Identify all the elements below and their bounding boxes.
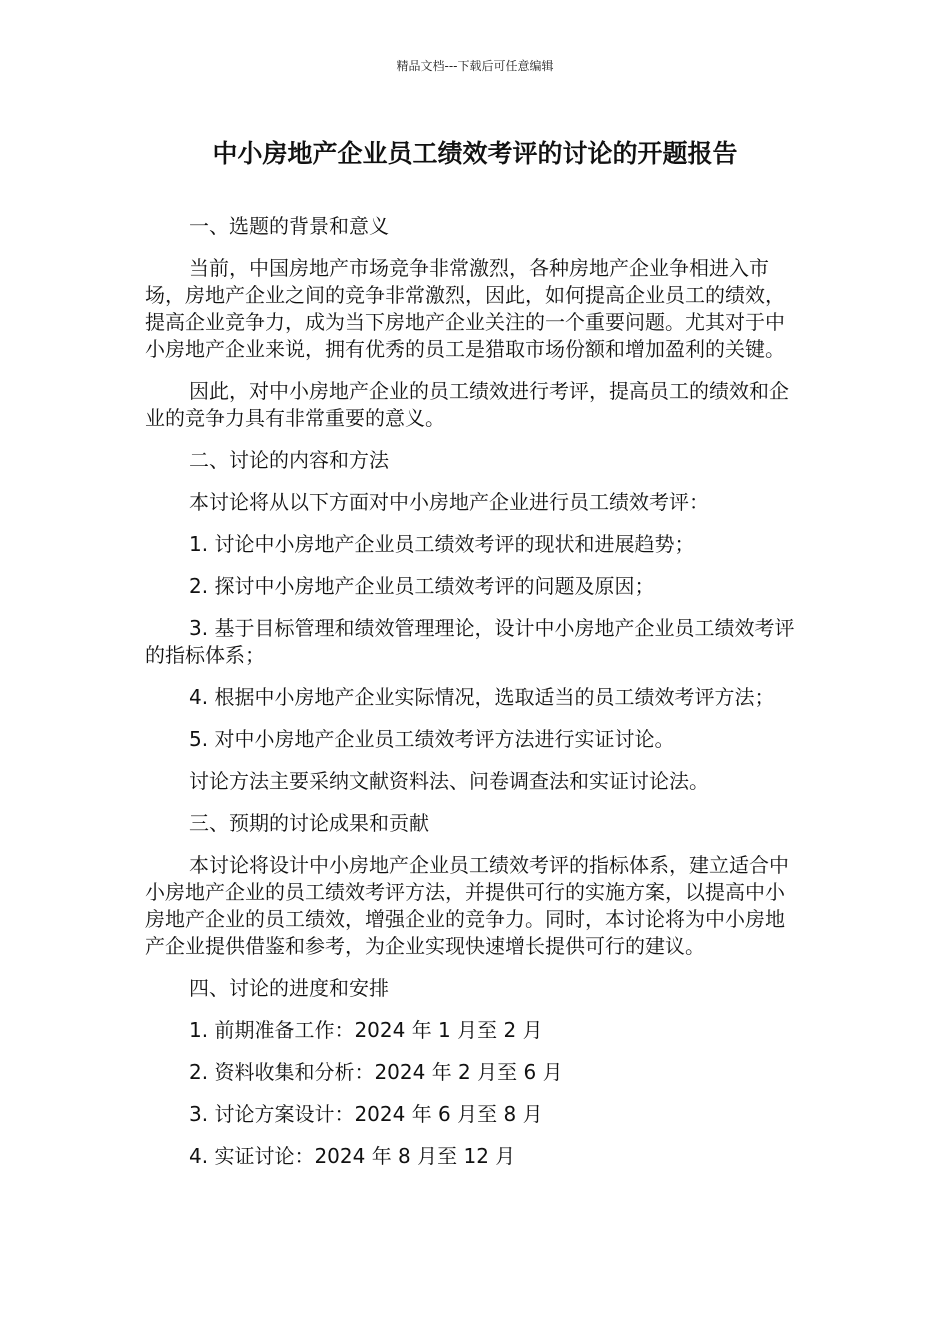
header-note: 精品文档---下载后可任意编辑 [396,59,554,73]
schedule-item: 2. 资料收集和分析：2024 年 2 月至 6 月 [189,1060,563,1084]
list-item: 4. 根据中小房地产企业实际情况，选取适当的员工绩效考评方法； [189,685,775,709]
list-item: 2. 探讨中小房地产企业员工绩效考评的问题及原因； [189,574,655,598]
list-item: 3. 基于目标管理和绩效管理理论，设计中小房地产企业员工绩效考评的指标体系； [145,616,795,667]
list-item: 1. 讨论中小房地产企业员工绩效考评的现状和进展趋势； [189,532,695,556]
paragraph-expected-results: 本讨论将设计中小房地产企业员工绩效考评的指标体系，建立适合中小房地产企业的员工绩效考评方法，并提供可行的实施方案，以提高中小房地产企业的员工绩效，增强企业的竞争力。同时，本讨论将为中小房地产企业提供借鉴和参考，为企业实现快速增长提供可行的建议。 [145,853,789,958]
document-title: 中小房地产企业员工绩效考评的讨论的开题报告 [212,139,738,168]
document-body [145,213,800,1170]
schedule-item: 3. 讨论方案设计：2024 年 6 月至 8 月 [189,1102,543,1126]
paragraph-significance: 因此，对中小房地产企业的员工绩效进行考评，提高员工的绩效和企业的竞争力具有非常重要的意义。 [145,379,789,430]
list-item: 5. 对中小房地产企业员工绩效考评方法进行实证讨论。 [189,727,675,751]
paragraph-methods: 讨论方法主要采纳文献资料法、问卷调查法和实证讨论法。 [189,769,709,793]
section-heading-1: 一、选题的背景和意义 [189,214,389,238]
schedule-item: 4. 实证讨论：2024 年 8 月至 12 月 [189,1144,516,1168]
section-heading-2: 二、讨论的内容和方法 [189,448,389,472]
section-heading-3: 三、预期的讨论成果和贡献 [189,811,429,835]
paragraph-research-intro: 本讨论将从以下方面对中小房地产企业进行员工绩效考评： [189,490,709,514]
paragraph-background: 当前，中国房地产市场竞争非常激烈，各种房地产企业争相进入市场，房地产企业之间的竞争非常激烈，因此，如何提高企业员工的绩效，提高企业竞争力，成为当下房地产企业关注的一个重要问题。尤其对于中小房地产企业来说，拥有优秀的员工是猎取市场份额和增加盈利的关键。 [145,256,785,361]
schedule-item: 1. 前期准备工作：2024 年 1 月至 2 月 [189,1018,543,1042]
section-heading-4: 四、讨论的进度和安排 [189,976,389,1000]
